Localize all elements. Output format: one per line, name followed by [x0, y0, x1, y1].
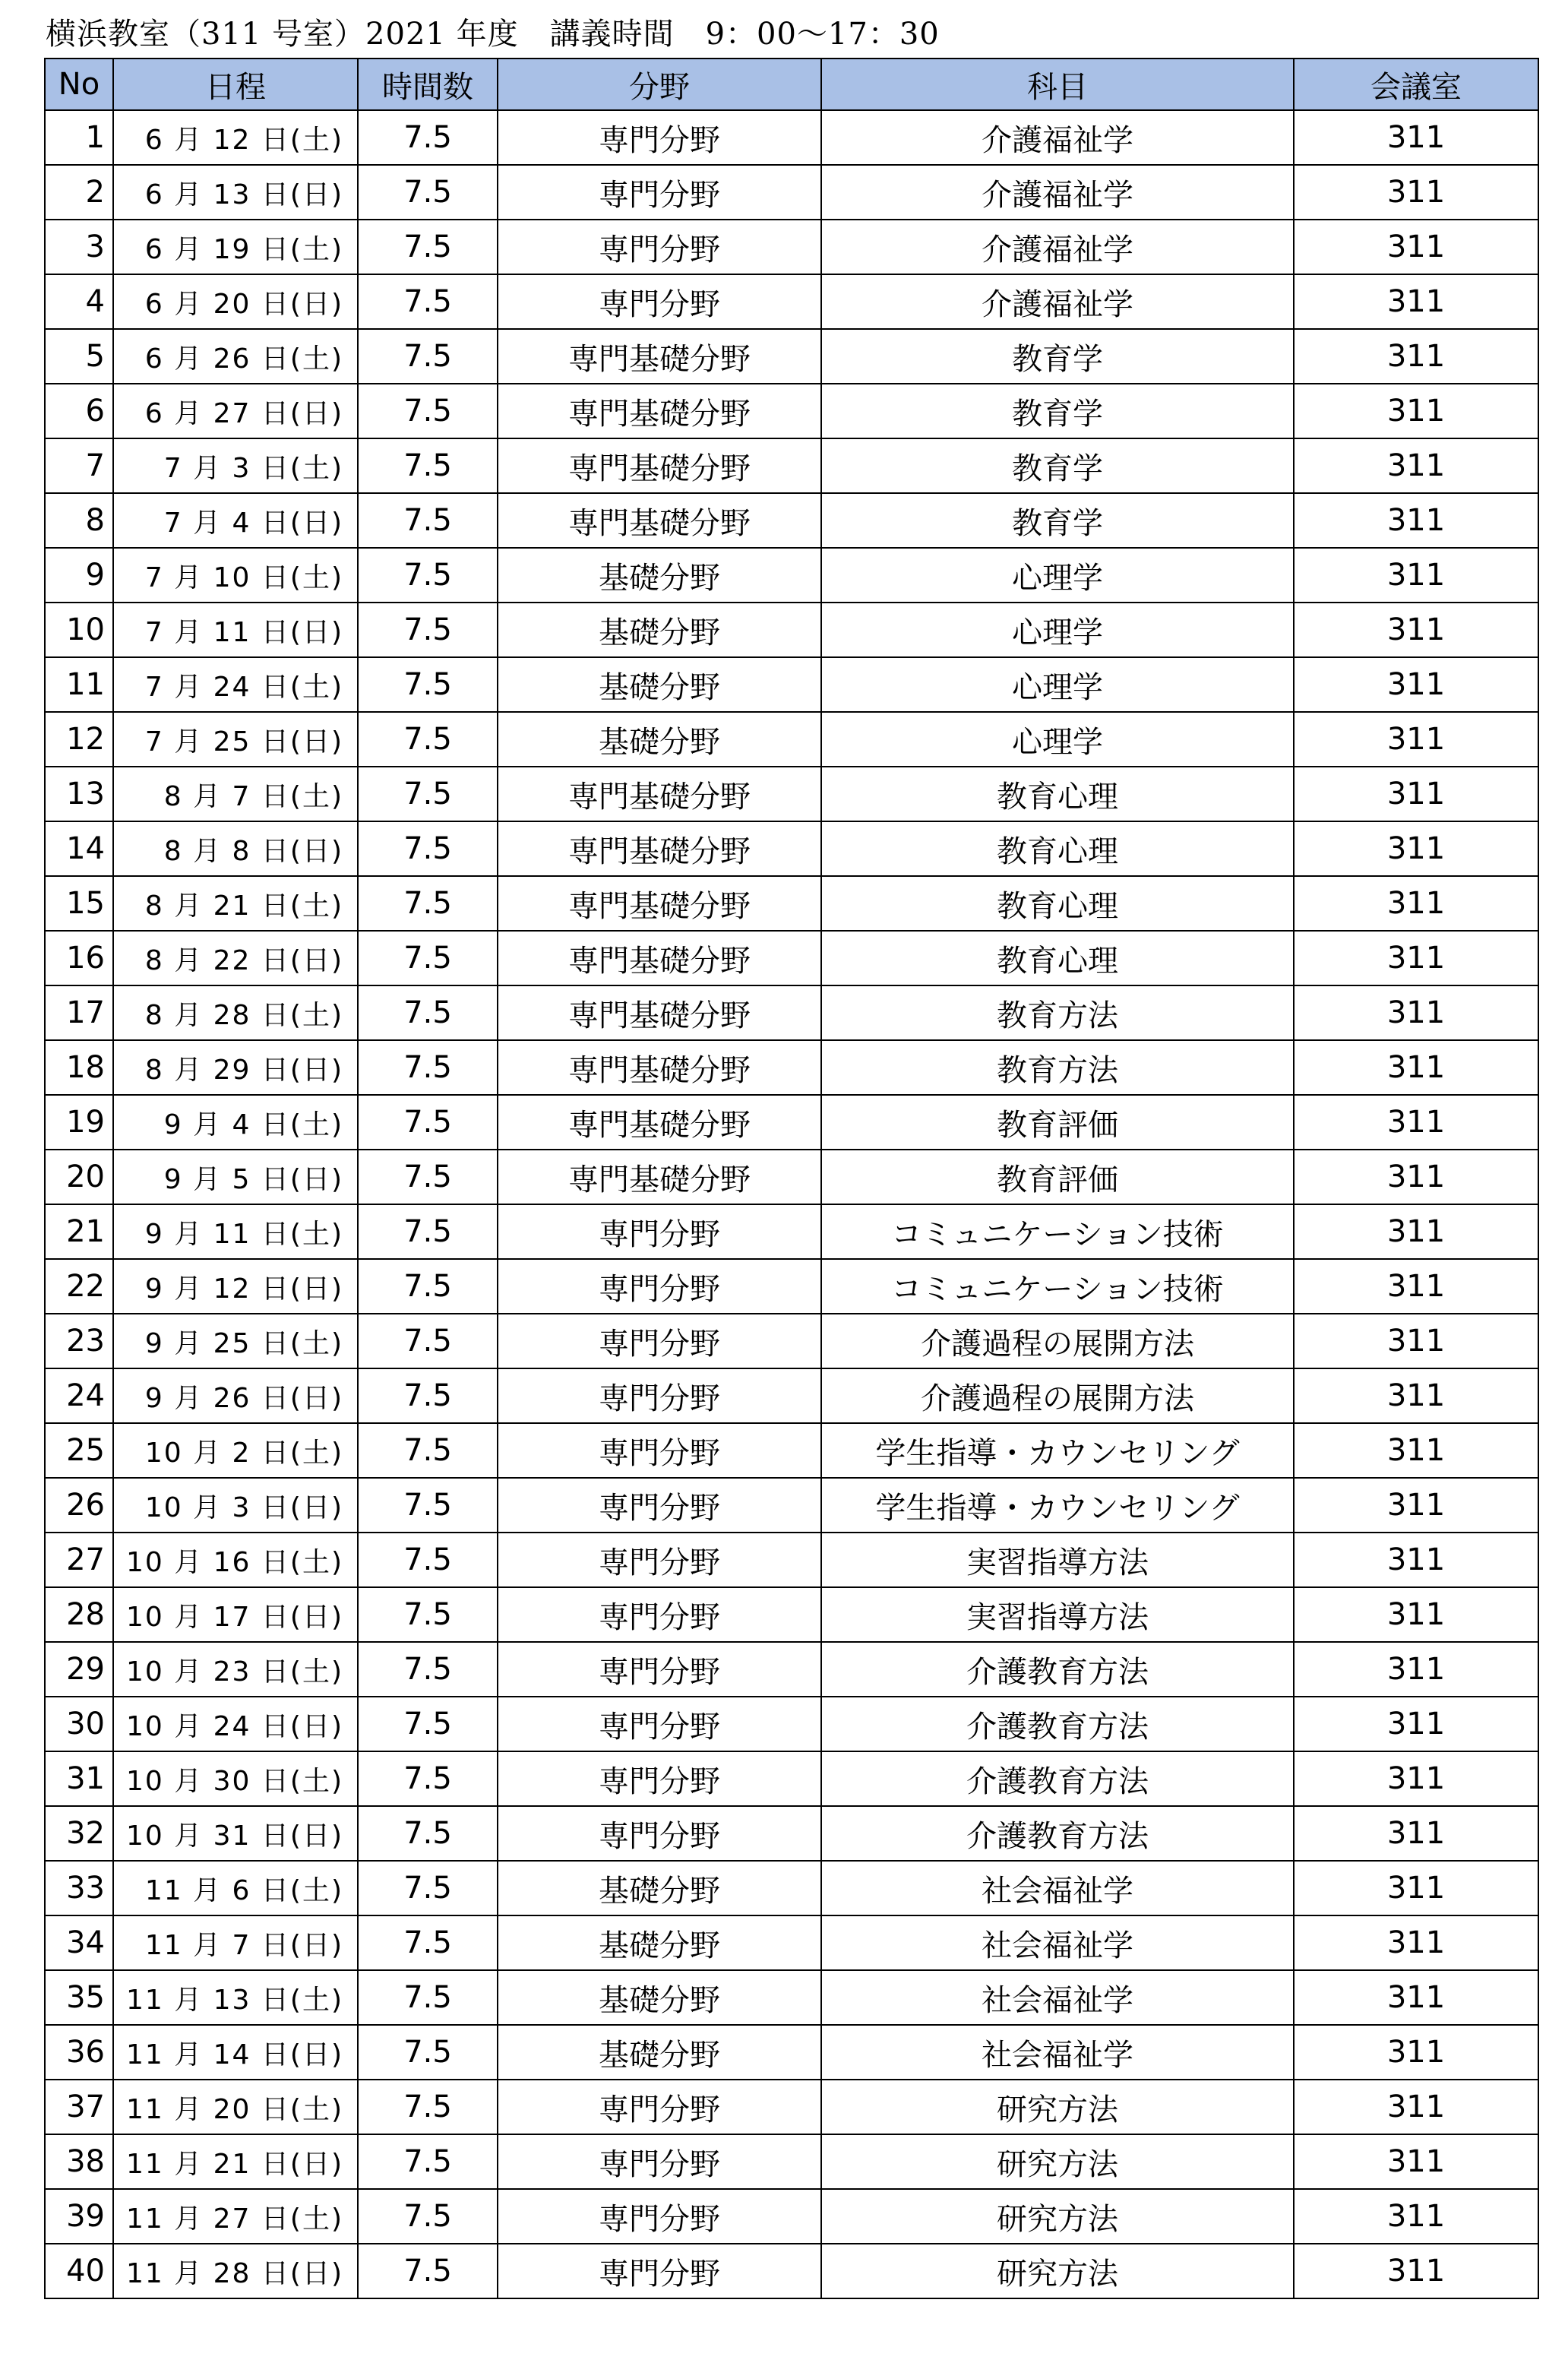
row-subject: 教育心理 — [821, 931, 1294, 985]
row-no: 24 — [45, 1368, 113, 1423]
row-field: 専門分野 — [498, 1314, 821, 1368]
row-no: 3 — [45, 220, 113, 274]
row-no: 28 — [45, 1587, 113, 1642]
row-field: 専門基礎分野 — [498, 876, 821, 931]
row-field: 専門分野 — [498, 2134, 821, 2189]
row-no: 38 — [45, 2134, 113, 2189]
row-hours: 7.5 — [358, 1204, 498, 1259]
row-date: 7 月 4 日(日) — [113, 493, 358, 548]
row-field: 専門分野 — [498, 1204, 821, 1259]
row-hours: 7.5 — [358, 767, 498, 821]
table-row — [45, 1642, 1538, 1697]
row-room: 311 — [1294, 438, 1538, 493]
row-subject: 研究方法 — [821, 2244, 1294, 2298]
table-row — [45, 2134, 1538, 2189]
row-field: 専門分野 — [498, 1259, 821, 1314]
row-date: 8 月 8 日(日) — [113, 821, 358, 876]
row-hours: 7.5 — [358, 712, 498, 767]
row-no: 21 — [45, 1204, 113, 1259]
table-row — [45, 2025, 1538, 2080]
row-date: 6 月 13 日(日) — [113, 165, 358, 220]
row-hours: 7.5 — [358, 1697, 498, 1751]
row-hours: 7.5 — [358, 1915, 498, 1970]
row-no: 14 — [45, 821, 113, 876]
row-room: 311 — [1294, 931, 1538, 985]
row-room: 311 — [1294, 1642, 1538, 1697]
row-date: 11 月 27 日(土) — [113, 2189, 358, 2244]
row-subject: 介護福祉学 — [821, 274, 1294, 329]
row-subject: 社会福祉学 — [821, 1915, 1294, 1970]
row-hours: 7.5 — [358, 329, 498, 384]
row-subject: 心理学 — [821, 548, 1294, 603]
row-hours: 7.5 — [358, 1259, 498, 1314]
row-date: 8 月 21 日(土) — [113, 876, 358, 931]
row-subject: 教育心理 — [821, 876, 1294, 931]
row-date: 7 月 25 日(日) — [113, 712, 358, 767]
row-hours: 7.5 — [358, 2134, 498, 2189]
row-no: 34 — [45, 1915, 113, 1970]
row-subject: 心理学 — [821, 712, 1294, 767]
table-row — [45, 1095, 1538, 1150]
row-no: 16 — [45, 931, 113, 985]
row-field: 専門基礎分野 — [498, 493, 821, 548]
row-subject: 介護過程の展開方法 — [821, 1368, 1294, 1423]
table-row — [45, 1040, 1538, 1095]
row-room: 311 — [1294, 1259, 1538, 1314]
table-row — [45, 1751, 1538, 1806]
row-no: 12 — [45, 712, 113, 767]
row-date: 8 月 28 日(土) — [113, 985, 358, 1040]
row-hours: 7.5 — [358, 1423, 498, 1478]
row-date: 6 月 19 日(土) — [113, 220, 358, 274]
row-hours: 7.5 — [358, 1478, 498, 1533]
row-hours: 7.5 — [358, 876, 498, 931]
row-field: 専門基礎分野 — [498, 1150, 821, 1204]
header-no: No — [45, 59, 113, 110]
row-room: 311 — [1294, 2189, 1538, 2244]
row-no: 35 — [45, 1970, 113, 2025]
row-room: 311 — [1294, 1533, 1538, 1587]
row-field: 専門分野 — [498, 1642, 821, 1697]
table-row — [45, 985, 1538, 1040]
table-row — [45, 1314, 1538, 1368]
row-hours: 7.5 — [358, 1642, 498, 1697]
row-field: 専門分野 — [498, 165, 821, 220]
row-date: 6 月 26 日(土) — [113, 329, 358, 384]
row-field: 専門基礎分野 — [498, 821, 821, 876]
row-subject: 教育心理 — [821, 767, 1294, 821]
row-date: 9 月 4 日(土) — [113, 1095, 358, 1150]
row-hours: 7.5 — [358, 603, 498, 657]
row-hours: 7.5 — [358, 274, 498, 329]
row-field: 基礎分野 — [498, 548, 821, 603]
row-room: 311 — [1294, 1095, 1538, 1150]
row-date: 10 月 31 日(日) — [113, 1806, 358, 1861]
table-row — [45, 821, 1538, 876]
row-date: 10 月 16 日(土) — [113, 1533, 358, 1587]
row-date: 11 月 7 日(日) — [113, 1915, 358, 1970]
row-room: 311 — [1294, 1970, 1538, 2025]
row-date: 9 月 5 日(日) — [113, 1150, 358, 1204]
row-subject: 教育方法 — [821, 1040, 1294, 1095]
row-subject: 研究方法 — [821, 2189, 1294, 2244]
row-date: 6 月 20 日(日) — [113, 274, 358, 329]
row-hours: 7.5 — [358, 1095, 498, 1150]
row-subject: 教育方法 — [821, 985, 1294, 1040]
row-date: 11 月 28 日(日) — [113, 2244, 358, 2298]
row-hours: 7.5 — [358, 384, 498, 438]
row-subject: 心理学 — [821, 657, 1294, 712]
row-field: 専門基礎分野 — [498, 1040, 821, 1095]
row-room: 311 — [1294, 384, 1538, 438]
row-subject: コミュニケーション技術 — [821, 1259, 1294, 1314]
row-field: 専門分野 — [498, 2080, 821, 2134]
table-row — [45, 1806, 1538, 1861]
header-room: 会議室 — [1294, 59, 1538, 110]
table-row — [45, 274, 1538, 329]
row-field: 専門基礎分野 — [498, 1095, 821, 1150]
row-date: 9 月 12 日(日) — [113, 1259, 358, 1314]
row-field: 専門基礎分野 — [498, 931, 821, 985]
row-date: 7 月 3 日(土) — [113, 438, 358, 493]
row-subject: 教育評価 — [821, 1095, 1294, 1150]
row-date: 10 月 3 日(日) — [113, 1478, 358, 1533]
row-room: 311 — [1294, 1806, 1538, 1861]
row-subject: コミュニケーション技術 — [821, 1204, 1294, 1259]
row-subject: 研究方法 — [821, 2134, 1294, 2189]
row-subject: 学生指導・カウンセリング — [821, 1478, 1294, 1533]
row-hours: 7.5 — [358, 2189, 498, 2244]
row-no: 7 — [45, 438, 113, 493]
row-field: 専門基礎分野 — [498, 329, 821, 384]
row-hours: 7.5 — [358, 1150, 498, 1204]
row-date: 10 月 2 日(土) — [113, 1423, 358, 1478]
row-field: 専門分野 — [498, 1587, 821, 1642]
row-hours: 7.5 — [358, 1368, 498, 1423]
row-subject: 教育学 — [821, 493, 1294, 548]
row-room: 311 — [1294, 1915, 1538, 1970]
row-date: 11 月 14 日(日) — [113, 2025, 358, 2080]
row-no: 39 — [45, 2189, 113, 2244]
row-field: 基礎分野 — [498, 1861, 821, 1915]
row-field: 基礎分野 — [498, 2025, 821, 2080]
row-hours: 7.5 — [358, 2080, 498, 2134]
row-no: 25 — [45, 1423, 113, 1478]
row-field: 専門基礎分野 — [498, 767, 821, 821]
row-hours: 7.5 — [358, 2025, 498, 2080]
row-subject: 介護教育方法 — [821, 1751, 1294, 1806]
row-no: 22 — [45, 1259, 113, 1314]
row-room: 311 — [1294, 1751, 1538, 1806]
row-hours: 7.5 — [358, 1314, 498, 1368]
row-no: 18 — [45, 1040, 113, 1095]
row-subject: 介護過程の展開方法 — [821, 1314, 1294, 1368]
row-hours: 7.5 — [358, 931, 498, 985]
table-row — [45, 493, 1538, 548]
row-field: 専門分野 — [498, 220, 821, 274]
table-row — [45, 876, 1538, 931]
row-no: 10 — [45, 603, 113, 657]
table-row — [45, 2189, 1538, 2244]
row-room: 311 — [1294, 876, 1538, 931]
table-row — [45, 548, 1538, 603]
row-hours: 7.5 — [358, 493, 498, 548]
row-room: 311 — [1294, 712, 1538, 767]
row-room: 311 — [1294, 985, 1538, 1040]
row-field: 専門分野 — [498, 110, 821, 165]
table-row — [45, 1368, 1538, 1423]
row-date: 10 月 30 日(土) — [113, 1751, 358, 1806]
row-hours: 7.5 — [358, 438, 498, 493]
row-hours: 7.5 — [358, 165, 498, 220]
row-date: 9 月 26 日(日) — [113, 1368, 358, 1423]
row-date: 6 月 12 日(土) — [113, 110, 358, 165]
header-hours: 時間数 — [358, 59, 498, 110]
row-field: 専門基礎分野 — [498, 985, 821, 1040]
row-room: 311 — [1294, 1314, 1538, 1368]
table-row — [45, 1861, 1538, 1915]
row-room: 311 — [1294, 1368, 1538, 1423]
row-hours: 7.5 — [358, 2244, 498, 2298]
table-row — [45, 110, 1538, 165]
row-subject: 社会福祉学 — [821, 2025, 1294, 2080]
row-room: 311 — [1294, 1040, 1538, 1095]
schedule-table — [44, 58, 1539, 2299]
row-field: 専門分野 — [498, 1368, 821, 1423]
row-date: 9 月 25 日(土) — [113, 1314, 358, 1368]
row-room: 311 — [1294, 274, 1538, 329]
row-no: 26 — [45, 1478, 113, 1533]
row-hours: 7.5 — [358, 110, 498, 165]
row-field: 基礎分野 — [498, 1915, 821, 1970]
row-room: 311 — [1294, 1697, 1538, 1751]
row-subject: 心理学 — [821, 603, 1294, 657]
row-hours: 7.5 — [358, 821, 498, 876]
row-field: 専門分野 — [498, 1423, 821, 1478]
row-field: 基礎分野 — [498, 712, 821, 767]
row-date: 7 月 11 日(日) — [113, 603, 358, 657]
row-no: 40 — [45, 2244, 113, 2298]
row-date: 8 月 22 日(日) — [113, 931, 358, 985]
row-room: 311 — [1294, 2080, 1538, 2134]
table-row — [45, 165, 1538, 220]
row-no: 13 — [45, 767, 113, 821]
row-no: 11 — [45, 657, 113, 712]
row-room: 311 — [1294, 1423, 1538, 1478]
row-hours: 7.5 — [358, 1970, 498, 2025]
row-room: 311 — [1294, 2134, 1538, 2189]
row-hours: 7.5 — [358, 657, 498, 712]
row-no: 4 — [45, 274, 113, 329]
row-subject: 学生指導・カウンセリング — [821, 1423, 1294, 1478]
row-date: 8 月 29 日(日) — [113, 1040, 358, 1095]
row-no: 33 — [45, 1861, 113, 1915]
row-room: 311 — [1294, 165, 1538, 220]
row-no: 1 — [45, 110, 113, 165]
row-date: 8 月 7 日(土) — [113, 767, 358, 821]
header-field: 分野 — [498, 59, 821, 110]
row-room: 311 — [1294, 603, 1538, 657]
row-subject: 教育心理 — [821, 821, 1294, 876]
row-room: 311 — [1294, 110, 1538, 165]
row-no: 32 — [45, 1806, 113, 1861]
row-room: 311 — [1294, 767, 1538, 821]
row-field: 基礎分野 — [498, 1970, 821, 2025]
row-no: 15 — [45, 876, 113, 931]
row-subject: 社会福祉学 — [821, 1861, 1294, 1915]
table-row — [45, 603, 1538, 657]
row-subject: 実習指導方法 — [821, 1587, 1294, 1642]
row-no: 23 — [45, 1314, 113, 1368]
table-row — [45, 438, 1538, 493]
row-hours: 7.5 — [358, 985, 498, 1040]
schedule-body — [45, 110, 1538, 2298]
row-subject: 介護福祉学 — [821, 110, 1294, 165]
row-field: 専門基礎分野 — [498, 384, 821, 438]
row-date: 10 月 24 日(日) — [113, 1697, 358, 1751]
row-field: 専門分野 — [498, 2189, 821, 2244]
page-title: 横浜教室（311 号室）2021 年度 講義時間 9：00〜17：30 — [46, 17, 940, 52]
row-no: 29 — [45, 1642, 113, 1697]
row-room: 311 — [1294, 493, 1538, 548]
row-room: 311 — [1294, 1587, 1538, 1642]
header-date: 日程 — [113, 59, 358, 110]
row-date: 6 月 27 日(日) — [113, 384, 358, 438]
header-row — [45, 59, 1538, 110]
row-hours: 7.5 — [358, 1587, 498, 1642]
table-row — [45, 1150, 1538, 1204]
table-row — [45, 220, 1538, 274]
row-field: 基礎分野 — [498, 603, 821, 657]
row-date: 7 月 10 日(土) — [113, 548, 358, 603]
row-field: 専門基礎分野 — [498, 438, 821, 493]
table-row — [45, 931, 1538, 985]
row-date: 9 月 11 日(土) — [113, 1204, 358, 1259]
table-row — [45, 712, 1538, 767]
table-row — [45, 1259, 1538, 1314]
row-room: 311 — [1294, 1861, 1538, 1915]
row-no: 8 — [45, 493, 113, 548]
table-row — [45, 767, 1538, 821]
row-subject: 介護教育方法 — [821, 1697, 1294, 1751]
table-row — [45, 329, 1538, 384]
table-row — [45, 657, 1538, 712]
row-no: 20 — [45, 1150, 113, 1204]
row-room: 311 — [1294, 2244, 1538, 2298]
row-subject: 介護福祉学 — [821, 220, 1294, 274]
row-subject: 社会福祉学 — [821, 1970, 1294, 2025]
row-field: 専門分野 — [498, 1806, 821, 1861]
row-subject: 実習指導方法 — [821, 1533, 1294, 1587]
row-room: 311 — [1294, 657, 1538, 712]
row-hours: 7.5 — [358, 220, 498, 274]
row-no: 30 — [45, 1697, 113, 1751]
table-row — [45, 1423, 1538, 1478]
row-date: 11 月 6 日(土) — [113, 1861, 358, 1915]
row-no: 37 — [45, 2080, 113, 2134]
row-date: 10 月 23 日(土) — [113, 1642, 358, 1697]
table-row — [45, 1204, 1538, 1259]
table-row — [45, 2244, 1538, 2298]
row-field: 専門分野 — [498, 2244, 821, 2298]
row-subject: 教育学 — [821, 384, 1294, 438]
row-room: 311 — [1294, 1204, 1538, 1259]
row-no: 31 — [45, 1751, 113, 1806]
row-date: 11 月 20 日(土) — [113, 2080, 358, 2134]
row-room: 311 — [1294, 220, 1538, 274]
table-row — [45, 1478, 1538, 1533]
row-subject: 教育評価 — [821, 1150, 1294, 1204]
row-field: 専門分野 — [498, 1533, 821, 1587]
row-hours: 7.5 — [358, 1751, 498, 1806]
table-row — [45, 2080, 1538, 2134]
row-no: 17 — [45, 985, 113, 1040]
row-hours: 7.5 — [358, 1861, 498, 1915]
row-subject: 研究方法 — [821, 2080, 1294, 2134]
row-no: 5 — [45, 329, 113, 384]
row-no: 9 — [45, 548, 113, 603]
row-no: 2 — [45, 165, 113, 220]
row-subject: 教育学 — [821, 329, 1294, 384]
row-hours: 7.5 — [358, 1040, 498, 1095]
row-field: 基礎分野 — [498, 657, 821, 712]
header-subject: 科目 — [821, 59, 1294, 110]
row-field: 専門分野 — [498, 1478, 821, 1533]
row-date: 11 月 21 日(日) — [113, 2134, 358, 2189]
row-hours: 7.5 — [358, 548, 498, 603]
row-room: 311 — [1294, 329, 1538, 384]
row-room: 311 — [1294, 1478, 1538, 1533]
row-no: 19 — [45, 1095, 113, 1150]
table-row — [45, 1970, 1538, 2025]
table-row — [45, 1697, 1538, 1751]
row-room: 311 — [1294, 2025, 1538, 2080]
row-field: 専門分野 — [498, 1751, 821, 1806]
table-row — [45, 1533, 1538, 1587]
row-date: 10 月 17 日(日) — [113, 1587, 358, 1642]
table-row — [45, 1587, 1538, 1642]
row-date: 7 月 24 日(土) — [113, 657, 358, 712]
row-subject: 介護教育方法 — [821, 1806, 1294, 1861]
row-subject: 介護教育方法 — [821, 1642, 1294, 1697]
row-no: 27 — [45, 1533, 113, 1587]
row-hours: 7.5 — [358, 1806, 498, 1861]
row-field: 専門分野 — [498, 274, 821, 329]
row-hours: 7.5 — [358, 1533, 498, 1587]
table-row — [45, 384, 1538, 438]
row-no: 36 — [45, 2025, 113, 2080]
row-date: 11 月 13 日(土) — [113, 1970, 358, 2025]
row-subject: 教育学 — [821, 438, 1294, 493]
row-subject: 介護福祉学 — [821, 165, 1294, 220]
row-room: 311 — [1294, 821, 1538, 876]
table-row — [45, 1915, 1538, 1970]
row-room: 311 — [1294, 1150, 1538, 1204]
row-no: 6 — [45, 384, 113, 438]
row-room: 311 — [1294, 548, 1538, 603]
row-field: 専門分野 — [498, 1697, 821, 1751]
